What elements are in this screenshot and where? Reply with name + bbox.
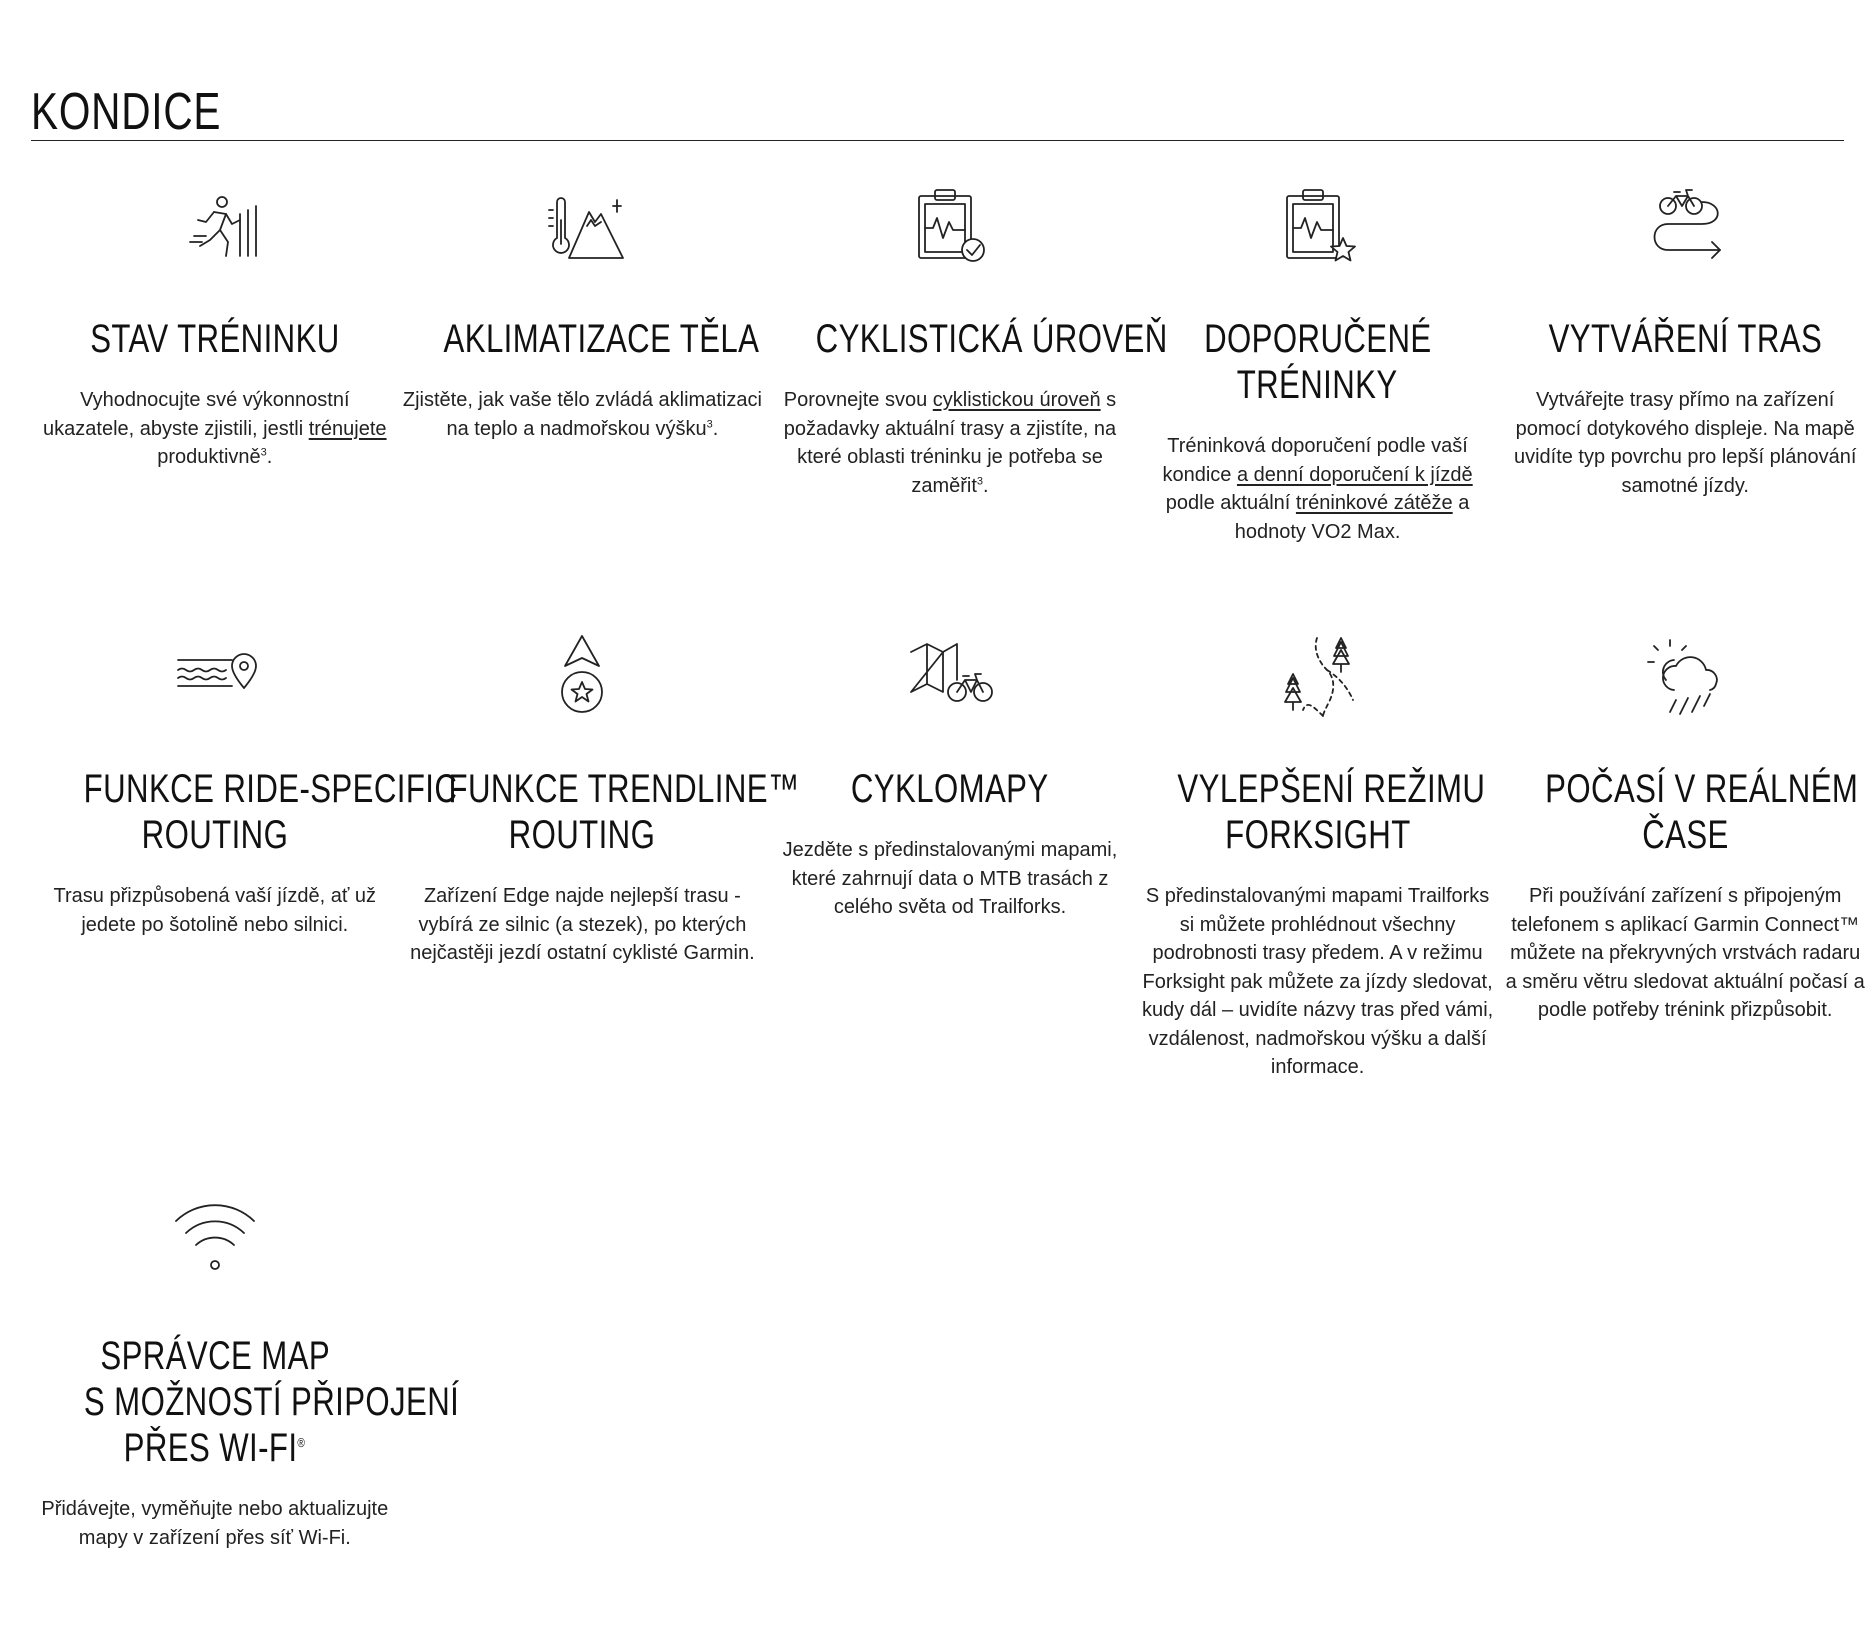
feature-title xyxy=(399,316,767,362)
feature-title-line: VYLEPŠENÍ REŽIMU xyxy=(1177,767,1486,811)
feature-description-text: podle aktuální xyxy=(1165,492,1296,514)
trendline-star-icon xyxy=(537,630,627,720)
feature-title-line: AKLIMATIZACE TĚLA xyxy=(443,317,759,361)
feature-description xyxy=(770,386,1130,500)
weather-rain-icon xyxy=(1640,630,1730,720)
feature-forest-trail xyxy=(1134,630,1502,1197)
section-divider xyxy=(31,140,1844,141)
feature-title xyxy=(1134,766,1502,858)
feature-description xyxy=(1505,386,1865,500)
feature-clipboard-star xyxy=(1134,180,1502,630)
feature-description-text: Přidávejte, vyměňujte nebo aktualizujte mapy v zařízení přes síť Wi-Fi. xyxy=(41,1498,389,1549)
footnote-ref: 3 xyxy=(976,474,984,487)
feature-description-text: Vyhodnocujte své výkonnostní ukazatele, abyste zjistili, jestli xyxy=(43,389,350,440)
feature-map-bike xyxy=(766,630,1134,1197)
feature-title-line: ROUTING xyxy=(141,813,289,857)
feature-title-line: STAV TRÉNINKU xyxy=(90,317,340,361)
feature-description xyxy=(1505,882,1865,1025)
feature-description-text: a hodnoty VO2 Max. xyxy=(1234,492,1470,543)
feature-description-text: Zjistěte, jak vaše tělo zvládá aklimatizaci na teplo a nadmořskou výšku xyxy=(402,389,762,440)
feature-bike-route xyxy=(1501,180,1869,630)
feature-title-line: FUNKCE TRENDLINE™ xyxy=(448,767,800,811)
feature-title-line: POČASÍ V REÁLNÉM xyxy=(1545,767,1859,811)
feature-link[interactable]: a denní doporučení k jízdě xyxy=(1236,463,1473,486)
feature-description-text: Jezděte s předinstalovanými mapami, které zahrnují data o MTB trasách z celého světa od Trailforks. xyxy=(782,839,1118,918)
feature-description-text: Vytvářejte trasy přímo na zařízení pomocí dotykového displeje. Na mapě uvidíte typ povrchu pro lepší plánování samotné jízdy. xyxy=(1513,389,1857,497)
feature-runner xyxy=(31,180,399,630)
feature-description-text: Porovnejte svou xyxy=(783,389,933,411)
feature-description xyxy=(403,882,763,968)
feature-title xyxy=(31,1333,460,1471)
feature-description xyxy=(35,882,395,939)
feature-title-line: ROUTING xyxy=(509,813,656,857)
feature-title-line: CYKLISTICKÁ ÚROVEŇ xyxy=(815,317,1168,361)
clipboard-star-icon xyxy=(1273,180,1363,270)
feature-description-text: . xyxy=(712,417,719,440)
feature-title-line: FUNKCE RIDE-SPECIFIC xyxy=(83,767,458,811)
feature-weather-rain xyxy=(1501,630,1869,1197)
feature-description-text: Tréninková doporučení podle vaší kondice xyxy=(1162,435,1468,486)
feature-link[interactable]: cyklistickou úroveň xyxy=(932,389,1101,411)
feature-description xyxy=(35,1495,395,1552)
wifi-icon xyxy=(170,1197,260,1287)
feature-gravel-pin xyxy=(31,630,458,1197)
feature-trendline-star xyxy=(399,630,800,1197)
bike-route-icon xyxy=(1640,180,1730,270)
feature-wifi xyxy=(31,1197,460,1597)
feature-link[interactable]: tréninkové zátěže xyxy=(1295,492,1453,514)
feature-description-text: . xyxy=(266,446,273,468)
feature-title xyxy=(1134,316,1502,408)
feature-title xyxy=(399,766,800,858)
feature-title-line: DOPORUČENÉ xyxy=(1203,317,1432,361)
footnote-ref: 3 xyxy=(260,446,267,459)
section-title: KONDICE xyxy=(31,83,222,141)
feature-description-text: S předinstalovanými mapami Trailforks si můžete prohlédnout všechny podrobnosti trasy předem. A v režimu Forksight pak můžete za jízdy sledovat, kudy dál – uvidíte názvy tras před vámi, vzdálenost, nadmořskou výšku a další informace. xyxy=(1141,885,1494,1078)
feature-title xyxy=(1501,316,1869,362)
feature-title xyxy=(31,766,458,858)
feature-description-text: s požadavky aktuální trasy a zjistíte, na které oblasti tréninku je potřeba se zaměřit xyxy=(783,389,1117,497)
feature-description-text: Při používání zařízení s připojeným telefonem s aplikací Garmin Connect™ můžete na překryvných vrstvách radaru a směru větru sledovat aktuální počasí a podle potřeby trénink přizpůsobit. xyxy=(1505,885,1865,1021)
feature-title-line: ČASE xyxy=(1641,813,1729,857)
footnote-ref: 3 xyxy=(706,417,713,430)
feature-title-line: SPRÁVCE MAP xyxy=(99,1334,330,1378)
feature-title-line: PŘES WI-FI® xyxy=(123,1426,306,1470)
feature-clipboard-check xyxy=(766,180,1168,630)
feature-description-text: produktivně xyxy=(157,446,261,468)
feature-title xyxy=(766,316,1168,362)
feature-description-text: Trasu přizpůsobená vaší jízdě, ať už jedete po šotolině nebo silnici. xyxy=(53,885,377,936)
gravel-pin-icon xyxy=(170,630,260,720)
feature-description-text: . xyxy=(983,474,989,497)
feature-title xyxy=(31,316,399,362)
feature-title-line: VYTVÁŘENÍ TRAS xyxy=(1548,317,1822,361)
feature-title-line: TRÉNINKY xyxy=(1237,363,1399,407)
feature-title-line: FORKSIGHT xyxy=(1224,813,1411,857)
feature-title-line: S MOŽNOSTÍ PŘIPOJENÍ xyxy=(83,1380,460,1424)
feature-link[interactable]: trénujete xyxy=(308,417,387,440)
feature-description xyxy=(403,386,763,443)
feature-description xyxy=(1138,882,1498,1082)
feature-title xyxy=(1501,766,1869,858)
feature-thermometer-mountain xyxy=(399,180,767,630)
feature-title xyxy=(766,766,1134,812)
forest-trail-icon xyxy=(1273,630,1363,720)
feature-description xyxy=(1138,432,1498,546)
feature-title-line: CYKLOMAPY xyxy=(851,767,1049,811)
feature-description xyxy=(35,386,395,472)
runner-icon xyxy=(170,180,260,270)
map-bike-icon xyxy=(905,630,995,720)
feature-grid xyxy=(31,180,1869,1597)
feature-description xyxy=(770,836,1130,922)
feature-description-text: Zařízení Edge najde nejlepší trasu - vybírá ze silnic (a stezek), po kterých nejčastěji jezdí ostatní cyklisté Garmin. xyxy=(410,885,755,964)
thermometer-mountain-icon xyxy=(537,180,627,270)
clipboard-check-icon xyxy=(905,180,995,270)
